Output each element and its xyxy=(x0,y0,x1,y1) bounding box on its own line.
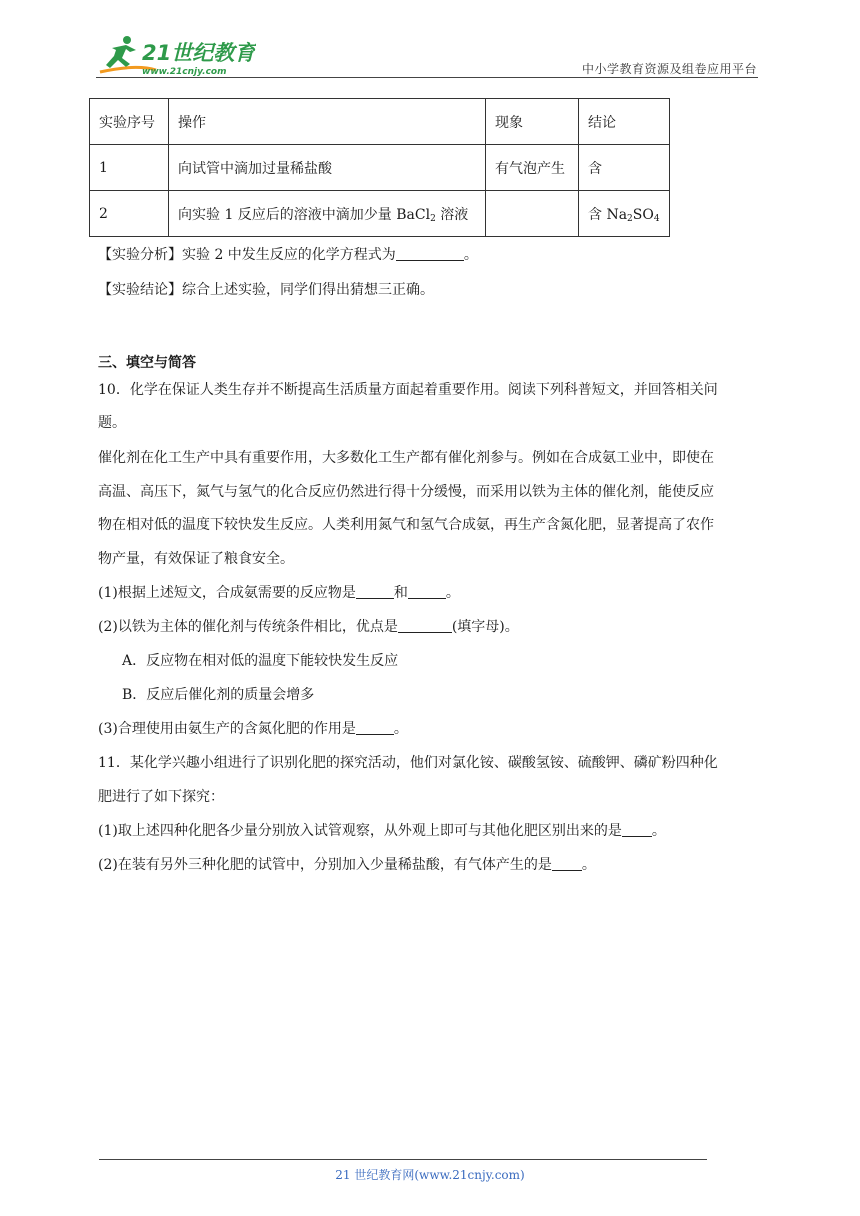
table-cell: 向试管中滴加过量稀盐酸 xyxy=(169,145,486,191)
question-text: (1)取上述四种化肥各少量分别放入试管观察，从外观上即可与其他化肥区别出来的是 xyxy=(98,823,622,839)
table-header-row xyxy=(90,99,670,145)
q10-intro-line: 10．化学在保证人类生存并不断提高生活质量方面起着重要作用。阅读下列科普短文，并回答相关问 xyxy=(98,382,718,398)
subscript: 4 xyxy=(653,213,660,224)
cell-text: SO xyxy=(632,206,654,223)
answer-blank[interactable] xyxy=(398,618,452,633)
cell-text: 溶液 xyxy=(435,206,469,223)
q10-paragraph-line: 高温、高压下，氮气与氢气的化合反应仍然进行得十分缓慢，而采用以铁为主体的催化剂，能使反应 xyxy=(98,484,714,500)
question-text: (填字母)。 xyxy=(451,619,519,635)
question-text: 。 xyxy=(581,857,596,873)
question-text: (2)以铁为主体的催化剂与传统条件相比，优点是 xyxy=(98,619,398,635)
q10-question-1 xyxy=(98,582,460,602)
table-cell xyxy=(169,191,486,237)
table-cell: 1 xyxy=(90,145,169,191)
conclusion-line: 【实验结论】综合上述实验，同学们得出猜想三正确。 xyxy=(98,282,434,298)
q10-paragraph-line: 催化剂在化工生产中具有重要作用，大多数化工生产都有催化剂参与。例如在合成氨工业中，即使在 xyxy=(98,450,714,466)
question-text: 。 xyxy=(393,721,408,737)
q11-intro-line: 肥进行了如下探究： xyxy=(98,789,224,805)
platform-name: 中小学教育资源及组卷应用平台 xyxy=(581,62,757,76)
option-b[interactable]: B．反应后催化剂的质量会增多 xyxy=(122,687,315,703)
analysis-end: 。 xyxy=(463,247,478,263)
answer-blank[interactable] xyxy=(408,584,446,599)
analysis-line xyxy=(98,244,478,264)
q10-question-3 xyxy=(98,718,408,738)
table-row xyxy=(90,191,670,237)
experiment-table xyxy=(89,98,670,237)
question-text: 。 xyxy=(445,585,460,601)
question-text: (2)在装有另外三种化肥的试管中，分别加入少量稀盐酸，有气体产生的是 xyxy=(98,857,552,873)
q10-intro-line: 题。 xyxy=(98,415,126,431)
table-row xyxy=(90,145,670,191)
table-cell: 有气泡产生 xyxy=(486,145,579,191)
q11-question-1 xyxy=(98,820,666,840)
q11-question-2 xyxy=(98,854,596,874)
answer-blank[interactable] xyxy=(552,856,582,871)
table-header-cell: 实验序号 xyxy=(90,99,169,145)
question-text: (1)根据上述短文，合成氨需要的反应物是 xyxy=(98,585,356,601)
table-header-cell: 操作 xyxy=(169,99,486,145)
table-cell xyxy=(579,191,670,237)
q10-question-2 xyxy=(98,616,519,636)
question-text: (3)合理使用由氨生产的含氮化肥的作用是 xyxy=(98,721,356,737)
footer-link[interactable]: 21 世纪教育网(www.21cnjy.com) xyxy=(335,1168,525,1182)
subscript: 2 xyxy=(627,213,633,224)
table-header-cell: 现象 xyxy=(486,99,579,145)
svg-text:21世纪教育: 21世纪教育 xyxy=(142,41,256,65)
q11-intro-line: 11．某化学兴趣小组进行了识别化肥的探究活动，他们对氯化铵、碳酸氢铵、硫酸钾、磷矿粉四种化 xyxy=(98,755,718,771)
svg-text:www.21cnjy.com: www.21cnjy.com xyxy=(142,67,227,77)
table-cell xyxy=(486,191,579,237)
site-logo[interactable] xyxy=(96,34,256,78)
answer-blank[interactable] xyxy=(396,246,464,261)
cell-text: 向实验 1 反应后的溶液中滴加少量 BaCl xyxy=(178,206,431,223)
question-text: 。 xyxy=(651,823,666,839)
table-cell: 2 xyxy=(90,191,169,237)
answer-blank[interactable] xyxy=(356,720,394,735)
answer-blank[interactable] xyxy=(622,822,652,837)
q10-paragraph-line: 物产量，有效保证了粮食安全。 xyxy=(98,551,294,567)
section-title: 三、填空与简答 xyxy=(98,355,196,371)
header-divider xyxy=(96,77,758,78)
cell-text: 含 Na xyxy=(588,206,628,223)
q10-paragraph-line: 物在相对低的温度下较快发生反应。人类利用氮气和氢气合成氨，再生产含氮化肥，显著提高了农作 xyxy=(98,517,714,533)
table-cell: 含 xyxy=(579,145,670,191)
table-header-cell: 结论 xyxy=(579,99,670,145)
answer-blank[interactable] xyxy=(356,584,394,599)
subscript: 2 xyxy=(430,213,436,224)
option-a[interactable]: A．反应物在相对低的温度下能较快发生反应 xyxy=(122,653,399,669)
analysis-text: 【实验分析】实验 2 中发生反应的化学方程式为 xyxy=(98,247,396,263)
footer-divider xyxy=(99,1159,707,1160)
question-text: 和 xyxy=(393,585,408,601)
